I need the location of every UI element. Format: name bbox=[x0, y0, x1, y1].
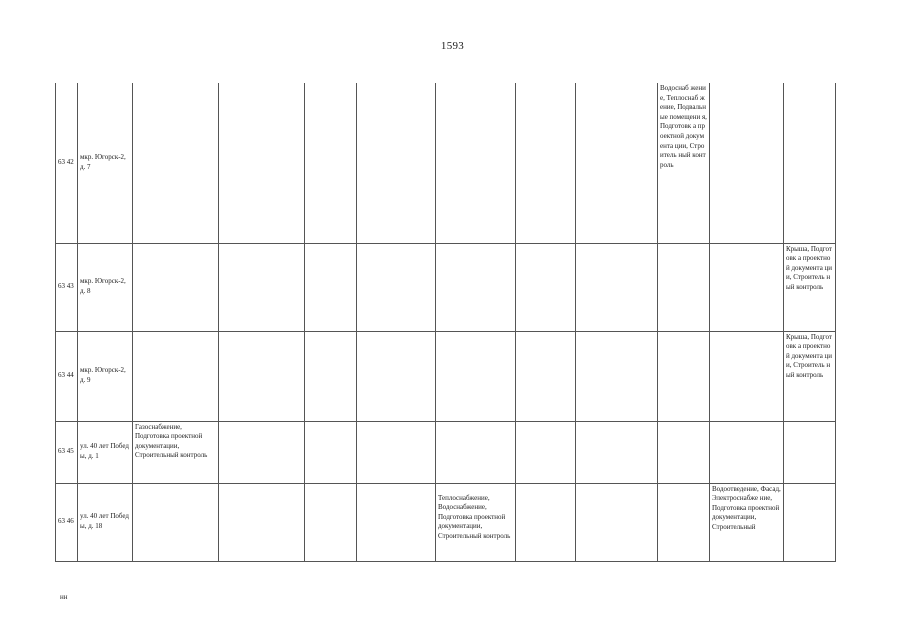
row-number: 63 45 bbox=[56, 421, 78, 483]
work-cell bbox=[357, 421, 436, 483]
work-cell bbox=[357, 83, 436, 243]
work-cell bbox=[516, 331, 576, 421]
work-cell bbox=[436, 243, 516, 331]
work-cell: Водоснаб жение, Теплоснаб жение, Подвальн ые помещени я, Подготовк а проектной документа ции, Строитель ный контроль bbox=[658, 83, 710, 243]
work-cell bbox=[305, 421, 357, 483]
work-cell bbox=[658, 331, 710, 421]
work-cell: Крыша, Подготовк а проектной документа ции, Строитель ный контроль bbox=[784, 331, 836, 421]
table-row bbox=[56, 483, 836, 561]
work-cell bbox=[219, 331, 305, 421]
work-cell bbox=[784, 421, 836, 483]
work-cell bbox=[710, 331, 784, 421]
work-cell bbox=[305, 83, 357, 243]
work-cell bbox=[516, 421, 576, 483]
work-cell bbox=[516, 83, 576, 243]
work-schedule-table bbox=[55, 83, 836, 562]
work-cell bbox=[658, 421, 710, 483]
address-cell: мкр. Югорск-2, д. 8 bbox=[78, 243, 133, 331]
row-number: 63 43 bbox=[56, 243, 78, 331]
work-cell bbox=[436, 331, 516, 421]
work-cell bbox=[710, 243, 784, 331]
work-cell bbox=[710, 421, 784, 483]
address-cell: мкр. Югорск-2, д. 9 bbox=[78, 331, 133, 421]
work-cell bbox=[436, 83, 516, 243]
address-cell: мкр. Югорск-2, д. 7 bbox=[78, 83, 133, 243]
row-number: 63 46 bbox=[56, 483, 78, 561]
work-cell bbox=[576, 83, 658, 243]
work-cell bbox=[133, 243, 219, 331]
work-cell bbox=[219, 421, 305, 483]
address-cell: ул. 40 лет Победы, д. 18 bbox=[78, 483, 133, 561]
work-cell: Теплоснабжение, Водоснабжение, Подготовка проектной документации, Строительный контроль bbox=[436, 483, 516, 561]
work-cell bbox=[658, 483, 710, 561]
footer-mark: нн bbox=[60, 593, 68, 601]
work-cell bbox=[305, 243, 357, 331]
work-cell: Газоснабжение, Подготовка проектной документации, Строительный контроль bbox=[133, 421, 219, 483]
work-cell bbox=[133, 483, 219, 561]
work-cell bbox=[576, 421, 658, 483]
table-row bbox=[56, 421, 836, 483]
work-cell bbox=[219, 483, 305, 561]
work-cell bbox=[658, 243, 710, 331]
work-cell bbox=[784, 483, 836, 561]
page-number: 1593 bbox=[440, 40, 465, 52]
work-cell bbox=[357, 483, 436, 561]
table-row bbox=[56, 83, 836, 243]
table-row bbox=[56, 331, 836, 421]
work-cell bbox=[784, 83, 836, 243]
work-cell bbox=[576, 331, 658, 421]
row-number: 63 42 bbox=[56, 83, 78, 243]
work-cell bbox=[133, 83, 219, 243]
work-cell bbox=[305, 483, 357, 561]
work-cell bbox=[219, 83, 305, 243]
work-cell: Водоотведение, Фасад, Электроснабже ние, Подготовка проектной документации, Строительный bbox=[710, 483, 784, 561]
work-cell bbox=[305, 331, 357, 421]
work-cell: Крыша, Подготовк а проектной документа ции, Строитель ный контроль bbox=[784, 243, 836, 331]
work-cell bbox=[576, 243, 658, 331]
work-cell bbox=[219, 243, 305, 331]
work-cell bbox=[576, 483, 658, 561]
work-cell bbox=[710, 83, 784, 243]
table-row bbox=[56, 243, 836, 331]
address-cell: ул. 40 лет Победы, д. 1 bbox=[78, 421, 133, 483]
work-cell bbox=[436, 421, 516, 483]
work-cell bbox=[357, 243, 436, 331]
work-cell bbox=[133, 331, 219, 421]
work-cell bbox=[516, 243, 576, 331]
row-number: 63 44 bbox=[56, 331, 78, 421]
work-cell bbox=[357, 331, 436, 421]
work-cell bbox=[516, 483, 576, 561]
